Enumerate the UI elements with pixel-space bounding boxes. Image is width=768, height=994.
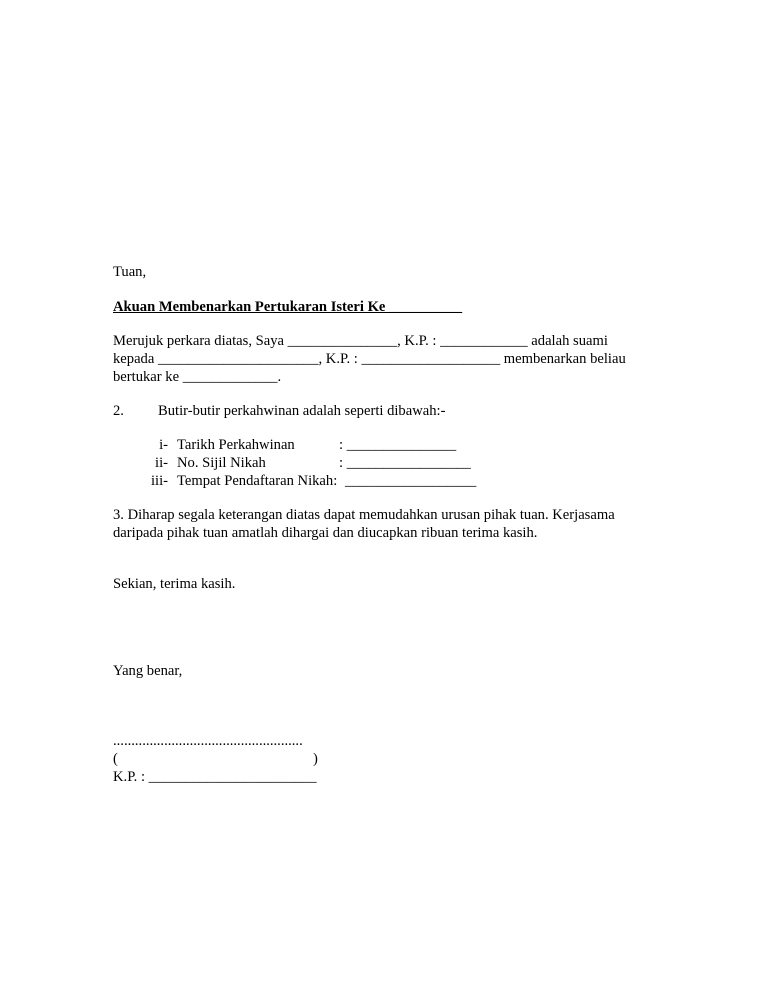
- list-item-value: : _________________: [339, 455, 471, 471]
- signature-line: ....................................................: [113, 733, 303, 749]
- salutation: Tuan,: [113, 264, 147, 280]
- list-item-label: No. Sijil Nikah: [177, 455, 266, 471]
- signature-name-close: ): [313, 751, 318, 767]
- list-item-number: i-: [159, 437, 168, 453]
- letter-title: Akuan Membenarkan Pertukaran Isteri Ke __________: [113, 299, 463, 315]
- paragraph-1-line-1: Merujuk perkara diatas, Saya _______________, K.P. : ____________ adalah suami: [113, 333, 608, 349]
- paragraph-1-line-2: kepada ______________________, K.P. : ___________________ membenarkan beliau: [113, 351, 626, 367]
- signature-kp: K.P. : _______________________: [113, 769, 317, 785]
- signature-name-open: (: [113, 751, 118, 767]
- paragraph-2-text: Butir-butir perkahwinan adalah seperti dibawah:-: [158, 403, 446, 419]
- paragraph-2-number: 2.: [113, 403, 124, 419]
- list-item-value: __________________: [345, 473, 477, 489]
- paragraph-1-line-3: bertukar ke _____________.: [113, 369, 282, 385]
- list-item-number: ii-: [155, 455, 168, 471]
- paragraph-3-line-2: daripada pihak tuan amatlah dihargai dan diucapkan ribuan terima kasih.: [113, 525, 538, 541]
- list-item-number: iii-: [150, 473, 168, 489]
- sign-off: Yang benar,: [113, 663, 183, 679]
- list-item-label: Tempat Pendaftaran Nikah:: [177, 473, 338, 489]
- list-item-label: Tarikh Perkahwinan: [177, 437, 295, 453]
- paragraph-3-line-1: 3. Diharap segala keterangan diatas dapat memudahkan urusan pihak tuan. Kerjasama: [113, 507, 615, 523]
- closing: Sekian, terima kasih.: [113, 576, 236, 592]
- list-item-value: : _______________: [339, 437, 457, 453]
